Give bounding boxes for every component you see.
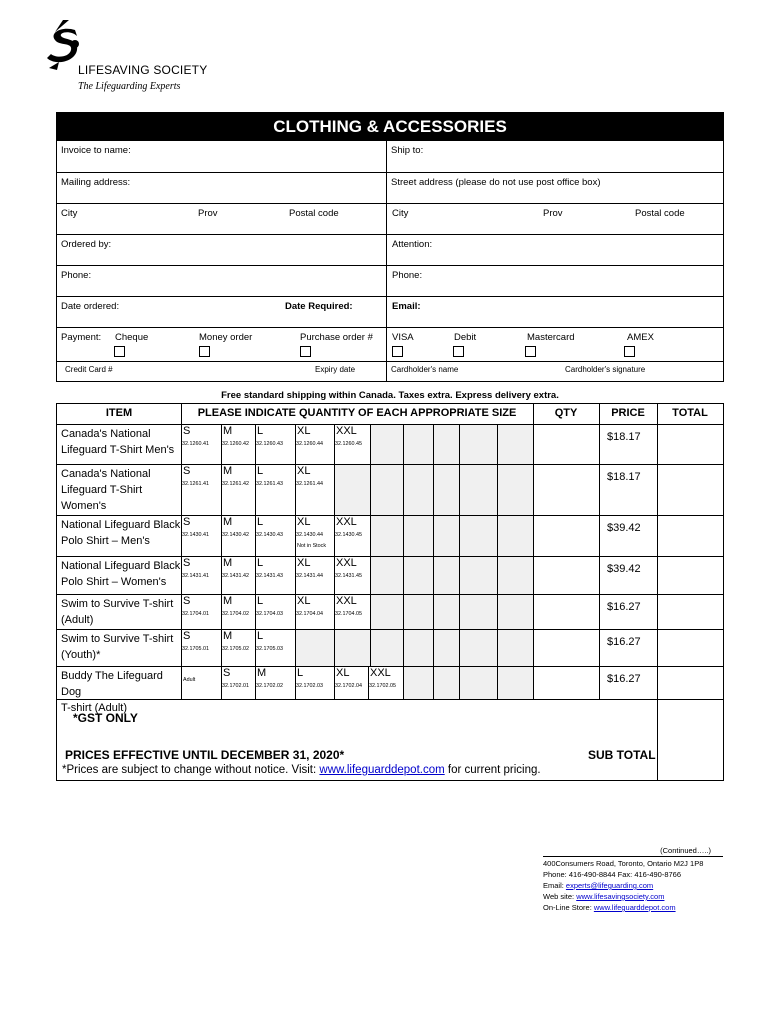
website-link[interactable]: www.lifesavingsociety.com	[576, 892, 665, 901]
size-divider	[221, 515, 222, 556]
address-row	[57, 172, 723, 203]
product-code: 32.1260.41	[182, 441, 209, 447]
item-name-line: Lifeguard T-Shirt	[61, 484, 143, 496]
unused-size-cell	[371, 595, 403, 629]
size-m-quantity[interactable]: M	[223, 465, 233, 477]
postal-code-label: Postal code	[635, 208, 685, 219]
row-divider	[57, 424, 723, 425]
lifeguard-depot-link[interactable]: www.lifeguarddepot.com	[319, 764, 445, 776]
street-address: 400Consumers Road, Toronto, Ontario M2J 1P8	[543, 859, 704, 868]
size-xl-quantity[interactable]: XL	[297, 425, 311, 437]
ship-phone-field[interactable]: Phone:	[392, 270, 423, 281]
size-divider	[459, 464, 460, 515]
size-xxl-quantity[interactable]: XXL	[336, 516, 357, 528]
debit-label: Debit	[454, 332, 477, 343]
unused-size-cell	[498, 516, 533, 556]
attention-field[interactable]: Attention:	[392, 239, 433, 250]
size-s-quantity[interactable]: S	[183, 630, 191, 642]
product-code: 32.1702.04	[335, 683, 362, 689]
size-divider	[221, 424, 222, 464]
size-divider	[295, 594, 296, 629]
size-divider	[295, 629, 296, 666]
product-code: 32.1705.03	[256, 646, 283, 652]
size-l-quantity[interactable]: L	[257, 630, 264, 642]
product-code: 32.1430.44	[296, 532, 323, 538]
item-name-line: Swim to Survive T-shirt	[61, 598, 174, 610]
product-code: 32.1261.44	[296, 481, 323, 487]
unused-size-cell	[434, 595, 459, 629]
purchase-order-checkbox[interactable]	[300, 346, 311, 357]
product-code: 32.1430.45	[335, 532, 362, 538]
size-l-quantity[interactable]: L	[257, 516, 264, 528]
column-divider	[533, 404, 534, 699]
product-code: 32.1702.02	[256, 683, 283, 689]
gst-note: *GST ONLY	[73, 711, 138, 725]
unused-size-cell	[460, 425, 497, 464]
unused-size-cell	[460, 667, 497, 699]
organization-tagline: The Lifeguarding Experts	[78, 81, 181, 92]
size-s-quantity[interactable]: S	[183, 557, 191, 569]
unused-size-cell	[498, 425, 533, 464]
size-divider	[497, 556, 498, 594]
item-header: ITEM	[105, 407, 133, 419]
product-code: 32.1261.42	[222, 481, 249, 487]
size-s-quantity[interactable]: S	[183, 425, 191, 437]
credit-card-field[interactable]	[57, 362, 387, 381]
unused-size-cell	[434, 465, 459, 515]
item-name	[61, 596, 183, 628]
unused-size-cell	[371, 425, 403, 464]
cheque-label: Cheque	[115, 332, 149, 343]
product-code: 32.1705.01	[182, 646, 209, 652]
size-divider	[255, 594, 256, 629]
item-name-line: Canada's National	[61, 428, 151, 440]
size-s-quantity[interactable]: S	[183, 516, 191, 528]
size-divider	[370, 464, 371, 515]
unused-size-cell	[434, 667, 459, 699]
unused-size-cell	[404, 557, 433, 594]
unused-size-cell	[404, 630, 433, 666]
size-divider	[459, 594, 460, 629]
unused-size-cell	[460, 595, 497, 629]
size-divider	[403, 594, 404, 629]
product-code: 32.1260.45	[335, 441, 362, 447]
product-code: 32.1702.03	[296, 683, 323, 689]
prov-label: Prov	[543, 208, 563, 219]
phone-row	[57, 265, 723, 296]
product-code: 32.1704.05	[335, 611, 362, 617]
unused-size-cell	[371, 557, 403, 594]
unused-size-cell	[498, 667, 533, 699]
continued-note: (Continued…..)	[660, 846, 711, 855]
product-code: 32.1431.44	[296, 573, 323, 579]
phone-fax: Phone: 416-490-8844 Fax: 416-490-8766	[543, 870, 682, 879]
city-label: City	[392, 208, 409, 219]
payment-methods	[57, 328, 387, 361]
amex-label: AMEX	[627, 332, 654, 343]
email-field[interactable]: Email:	[392, 301, 421, 312]
size-divider	[255, 424, 256, 464]
size-divider	[459, 515, 460, 556]
product-code: 32.1431.42	[222, 573, 249, 579]
size-xxl-quantity[interactable]: XXL	[336, 595, 357, 607]
row-divider	[57, 699, 723, 700]
size-divider	[370, 424, 371, 464]
size-xxl-quantity[interactable]: XXL	[370, 667, 391, 679]
size-note: Adult	[183, 677, 196, 683]
size-divider	[433, 629, 434, 666]
row-divider	[57, 464, 723, 465]
size-xl-quantity[interactable]: XL	[297, 516, 311, 528]
item-name	[61, 631, 183, 663]
size-xl-quantity[interactable]: XL	[297, 465, 311, 477]
size-divider	[370, 556, 371, 594]
size-divider	[403, 556, 404, 594]
item-name	[61, 668, 183, 716]
item-name	[61, 558, 183, 590]
unused-size-cell	[498, 595, 533, 629]
product-code: 32.1704.02	[222, 611, 249, 617]
size-divider	[433, 556, 434, 594]
column-divider	[657, 404, 658, 780]
item-name	[61, 426, 183, 458]
ship-to-field[interactable]: Ship to:	[391, 145, 424, 156]
billing-city-field[interactable]	[57, 204, 387, 234]
payment-row	[57, 327, 723, 361]
cardholder-field[interactable]	[387, 362, 723, 381]
item-name-line: Women's	[61, 500, 107, 512]
item-name-line: Lifeguard T-Shirt Men's	[61, 444, 175, 456]
size-l-quantity[interactable]: L	[257, 465, 264, 477]
city-row	[57, 203, 723, 234]
street-address-field[interactable]: Street address (please do not use post office box)	[391, 177, 601, 188]
size-divider	[334, 594, 335, 629]
size-l-quantity[interactable]: L	[257, 595, 264, 607]
size-divider	[334, 464, 335, 515]
size-divider	[403, 629, 404, 666]
unused-size-cell	[371, 630, 403, 666]
size-divider	[255, 515, 256, 556]
size-divider	[403, 666, 404, 699]
size-divider	[459, 666, 460, 699]
size-divider	[334, 556, 335, 594]
size-divider	[370, 629, 371, 666]
product-code: 32.1431.43	[256, 573, 283, 579]
credit-card-row	[57, 361, 723, 381]
ordered-by-row	[57, 234, 723, 265]
unused-size-cell	[434, 557, 459, 594]
size-s-quantity[interactable]: S	[223, 667, 231, 679]
size-divider	[497, 594, 498, 629]
phone-field[interactable]: Phone:	[57, 266, 387, 296]
size-divider	[433, 666, 434, 699]
item-price: $39.42	[607, 563, 641, 575]
item-name-line: National Lifeguard Black	[61, 519, 181, 531]
visa-checkbox[interactable]	[392, 346, 403, 357]
product-code: 32.1431.45	[335, 573, 362, 579]
date-ordered-field[interactable]: Date ordered: Date Required:	[57, 297, 387, 327]
expiry-date-label: Expiry date	[315, 365, 356, 374]
size-divider	[370, 594, 371, 629]
prov-label: Prov	[198, 208, 218, 219]
size-divider	[433, 594, 434, 629]
size-divider	[221, 556, 222, 594]
product-code: 32.1431.41	[182, 573, 209, 579]
unused-size-cell	[498, 557, 533, 594]
size-divider	[295, 424, 296, 464]
items-table	[56, 403, 724, 781]
size-s-quantity[interactable]: S	[183, 595, 191, 607]
invoice-row	[57, 141, 723, 172]
size-divider	[497, 424, 498, 464]
unused-size-cell	[434, 630, 459, 666]
item-name	[61, 466, 183, 514]
item-name-line: T-shirt (Adult)	[61, 702, 128, 714]
date-row	[57, 296, 723, 327]
unused-size-cell	[460, 557, 497, 594]
size-divider	[334, 515, 335, 556]
size-s-quantity[interactable]: S	[183, 465, 191, 477]
size-l-quantity[interactable]: L	[257, 425, 264, 437]
sizes-header: PLEASE INDICATE QUANTITY OF EACH APPROPRIATE SIZE	[197, 407, 517, 419]
size-divider	[497, 464, 498, 515]
size-divider	[497, 515, 498, 556]
size-divider	[295, 556, 296, 594]
size-m-quantity[interactable]: M	[223, 630, 233, 642]
unused-size-cell	[498, 465, 533, 515]
qty-header: QTY	[554, 407, 578, 419]
lifesaving-society-logo	[45, 18, 215, 98]
size-divider	[459, 629, 460, 666]
unused-size-cell	[335, 465, 370, 515]
product-code: 32.1260.43	[256, 441, 283, 447]
mailing-address-field[interactable]: Mailing address:	[57, 173, 387, 203]
item-name-line: Polo Shirt – Men's	[61, 535, 150, 547]
size-divider	[403, 515, 404, 556]
product-code: 32.1260.44	[296, 441, 323, 447]
item-name-line: Polo Shirt – Women's	[61, 576, 167, 588]
online-store-link[interactable]: www.lifeguarddepot.com	[593, 903, 676, 912]
card-types	[387, 328, 723, 361]
size-m-quantity[interactable]: M	[257, 667, 267, 679]
item-name-line: Swim to Survive T-shirt	[61, 633, 174, 645]
unused-size-cell	[335, 630, 370, 666]
money-order-checkbox[interactable]	[199, 346, 210, 357]
product-code: 32.1702.05	[369, 683, 396, 689]
item-price: $16.27	[607, 636, 641, 648]
website-line: Web site: www.lifesavingsociety.com	[543, 892, 665, 901]
payment-label: Payment:	[61, 332, 102, 343]
size-divider	[295, 666, 296, 699]
size-divider	[255, 556, 256, 594]
postal-code-label: Postal code	[289, 208, 339, 219]
mastercard-label: Mastercard	[527, 332, 575, 343]
subtotal-label: SUB TOTAL	[588, 748, 656, 762]
product-code: 32.1261.41	[182, 481, 209, 487]
amex-checkbox[interactable]	[624, 346, 635, 357]
item-name-line: (Adult)	[61, 614, 94, 626]
product-code: 32.1702.01	[222, 683, 249, 689]
product-code: 32.1704.04	[296, 611, 323, 617]
online-store-line: On-Line Store: www.lifeguarddepot.com	[543, 903, 676, 912]
row-divider	[57, 594, 723, 595]
row-divider	[57, 666, 723, 667]
product-code: 32.1430.41	[182, 532, 209, 538]
credit-card-label: Credit Card #	[65, 365, 113, 374]
invoice-to-field[interactable]: Invoice to name:	[57, 141, 387, 172]
size-m-quantity[interactable]: M	[223, 425, 233, 437]
product-code: 32.1260.42	[222, 441, 249, 447]
size-divider	[459, 424, 460, 464]
size-xl-quantity[interactable]: XL	[336, 667, 350, 679]
column-divider	[599, 404, 600, 699]
item-price: $18.17	[607, 471, 641, 483]
size-l-quantity[interactable]: L	[297, 667, 304, 679]
price-header: PRICE	[611, 407, 645, 419]
ordered-by-field[interactable]: Ordered by:	[57, 235, 387, 265]
unused-size-cell	[460, 630, 497, 666]
address-divider	[543, 856, 723, 857]
size-m-quantity[interactable]: M	[223, 595, 233, 607]
product-code: 32.1430.42	[222, 532, 249, 538]
size-divider	[334, 666, 335, 699]
size-divider	[433, 424, 434, 464]
item-price: $16.27	[607, 601, 641, 613]
purchase-order-label: Purchase order #	[300, 332, 373, 343]
pricing-note: *Prices are subject to change without notice. Visit: www.lifeguarddepot.com for current pricing.	[62, 764, 541, 776]
unused-size-cell	[371, 516, 403, 556]
email-line: Email: experts@lifeguarding.com	[543, 881, 654, 890]
size-divider	[497, 629, 498, 666]
size-m-quantity[interactable]: M	[223, 557, 233, 569]
size-xxl-quantity[interactable]: XXL	[336, 557, 357, 569]
product-code: 32.1261.43	[256, 481, 283, 487]
size-divider	[497, 666, 498, 699]
unused-size-cell	[404, 465, 433, 515]
unused-size-cell	[460, 516, 497, 556]
item-name-line: Canada's National	[61, 468, 151, 480]
contact-address	[543, 845, 723, 913]
size-divider	[255, 629, 256, 666]
unused-size-cell	[434, 516, 459, 556]
column-divider	[181, 404, 182, 699]
item-name-line: (Youth)*	[61, 649, 101, 661]
money-order-label: Money order	[199, 332, 253, 343]
product-code: 32.1705.02	[222, 646, 249, 652]
size-divider	[221, 666, 222, 699]
cheque-checkbox[interactable]	[114, 346, 125, 357]
size-divider	[295, 515, 296, 556]
size-divider	[221, 464, 222, 515]
product-code: 32.1704.03	[256, 611, 283, 617]
item-name-line: Buddy The Lifeguard Dog	[61, 670, 163, 698]
item-name-line: National Lifeguard Black	[61, 560, 181, 572]
product-code: 32.1430.43	[256, 532, 283, 538]
size-l-quantity[interactable]: L	[257, 557, 264, 569]
row-divider	[57, 515, 723, 516]
unused-size-cell	[404, 595, 433, 629]
item-price: $39.42	[607, 522, 641, 534]
item-price: $16.27	[607, 673, 641, 685]
row-divider	[57, 629, 723, 630]
mastercard-checkbox[interactable]	[525, 346, 536, 357]
item-price: $18.17	[607, 431, 641, 443]
size-xl-quantity[interactable]: XL	[297, 557, 311, 569]
size-divider	[221, 629, 222, 666]
size-divider	[255, 666, 256, 699]
cardholder-name-label: Cardholder's name	[391, 365, 459, 374]
unused-size-cell	[404, 667, 433, 699]
email-link[interactable]: experts@lifeguarding.com	[565, 881, 654, 890]
unused-size-cell	[460, 465, 497, 515]
product-code: 32.1704.01	[182, 611, 209, 617]
unused-size-cell	[434, 425, 459, 464]
size-xxl-quantity[interactable]: XXL	[336, 425, 357, 437]
unused-size-cell	[404, 425, 433, 464]
organization-name: LIFESAVING SOCIETY	[78, 63, 208, 77]
shipping-city-field[interactable]	[387, 204, 723, 234]
size-divider	[334, 424, 335, 464]
unused-size-cell	[498, 630, 533, 666]
size-divider	[433, 464, 434, 515]
cardholder-signature-label: Cardholder's signature	[565, 365, 646, 374]
order-info-form	[56, 112, 724, 382]
form-title: CLOTHING & ACCESSORIES	[57, 113, 723, 141]
size-divider	[334, 629, 335, 666]
unused-size-cell	[296, 630, 334, 666]
size-divider	[221, 594, 222, 629]
unused-size-cell	[371, 465, 403, 515]
visa-label: VISA	[392, 332, 414, 343]
total-header: TOTAL	[672, 407, 708, 419]
size-divider	[459, 556, 460, 594]
row-divider	[57, 556, 723, 557]
city-label: City	[61, 208, 78, 219]
stock-note: Not in Stock	[297, 543, 327, 549]
shipping-note: Free standard shipping within Canada. Taxes extra. Express delivery extra.	[221, 390, 559, 401]
size-divider	[370, 515, 371, 556]
size-divider	[368, 666, 369, 699]
debit-checkbox[interactable]	[453, 346, 464, 357]
size-divider	[433, 515, 434, 556]
size-m-quantity[interactable]: M	[223, 516, 233, 528]
prices-effective: PRICES EFFECTIVE UNTIL DECEMBER 31, 2020*	[65, 748, 345, 762]
size-divider	[295, 464, 296, 515]
size-xl-quantity[interactable]: XL	[297, 595, 311, 607]
size-divider	[403, 464, 404, 515]
size-divider	[403, 424, 404, 464]
unused-size-cell	[404, 516, 433, 556]
date-required-label: Date Required:	[285, 301, 353, 312]
item-name	[61, 517, 183, 549]
size-divider	[255, 464, 256, 515]
